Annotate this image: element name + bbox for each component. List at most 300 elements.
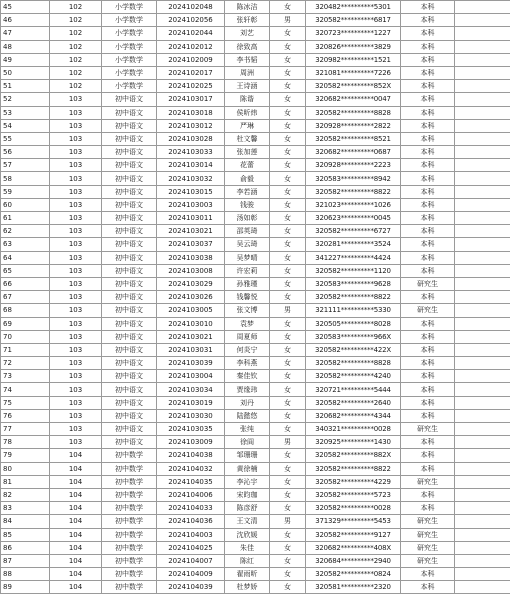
degree-cell: 本科 [401, 66, 455, 79]
subject-cell: 初中语文 [102, 264, 157, 277]
degree-cell: 本科 [401, 488, 455, 501]
gender-cell: 女 [270, 251, 306, 264]
remark-cell [455, 27, 510, 40]
subject-cell: 小学数学 [102, 53, 157, 66]
name-cell: 徐阎 [225, 436, 270, 449]
remark-cell [455, 581, 510, 594]
exam-number-cell: 2024103004 [157, 370, 225, 383]
name-cell: 沈欣媛 [225, 528, 270, 541]
row-number-cell: 72 [1, 357, 50, 370]
table-row [1, 212, 510, 225]
subject-code-cell: 103 [50, 106, 102, 119]
table-row [1, 383, 510, 396]
name-cell: 严琳 [225, 119, 270, 132]
id-number-cell: 320928**********2822 [306, 119, 401, 132]
degree-cell: 本科 [401, 436, 455, 449]
exam-number-cell: 2024104036 [157, 515, 225, 528]
remark-cell [455, 396, 510, 409]
id-number-cell: 320682**********0047 [306, 93, 401, 106]
gender-cell: 男 [270, 436, 306, 449]
remark-cell [455, 317, 510, 330]
degree-cell: 本科 [401, 396, 455, 409]
gender-cell: 女 [270, 264, 306, 277]
table-row [1, 488, 510, 501]
remark-cell [455, 370, 510, 383]
id-number-cell: 320582**********6817 [306, 14, 401, 27]
subject-cell: 初中语文 [102, 132, 157, 145]
remark-cell [455, 409, 510, 422]
name-cell: 侯昕炜 [225, 106, 270, 119]
id-number-cell: 320684**********2940 [306, 554, 401, 567]
table-row [1, 277, 510, 290]
degree-cell: 研究生 [401, 423, 455, 436]
degree-cell: 本科 [401, 330, 455, 343]
subject-code-cell: 102 [50, 66, 102, 79]
subject-cell: 初中语文 [102, 172, 157, 185]
subject-code-cell: 103 [50, 343, 102, 356]
degree-cell: 本科 [401, 370, 455, 383]
exam-number-cell: 2024103005 [157, 304, 225, 317]
remark-cell [455, 502, 510, 515]
subject-code-cell: 102 [50, 1, 102, 14]
degree-cell: 研究生 [401, 515, 455, 528]
id-number-cell: 320582**********8828 [306, 357, 401, 370]
name-cell: 宋昀珈 [225, 488, 270, 501]
subject-code-cell: 104 [50, 449, 102, 462]
row-number-cell: 69 [1, 317, 50, 330]
degree-cell: 本科 [401, 80, 455, 93]
degree-cell: 本科 [401, 449, 455, 462]
row-number-cell: 46 [1, 14, 50, 27]
name-cell: 陈彦舒 [225, 502, 270, 515]
subject-code-cell: 103 [50, 357, 102, 370]
remark-cell [455, 436, 510, 449]
exam-number-cell: 2024103012 [157, 119, 225, 132]
exam-number-cell: 2024103015 [157, 185, 225, 198]
row-number-cell: 50 [1, 66, 50, 79]
degree-cell: 研究生 [401, 528, 455, 541]
row-number-cell: 65 [1, 264, 50, 277]
exam-number-cell: 2024103021 [157, 330, 225, 343]
gender-cell: 女 [270, 409, 306, 422]
row-number-cell: 54 [1, 119, 50, 132]
name-cell: 翟雨昕 [225, 568, 270, 581]
remark-cell [455, 93, 510, 106]
gender-cell: 女 [270, 291, 306, 304]
subject-cell: 初中语文 [102, 212, 157, 225]
row-number-cell: 71 [1, 343, 50, 356]
name-cell: 俞毅 [225, 172, 270, 185]
remark-cell [455, 225, 510, 238]
subject-cell: 初中语文 [102, 436, 157, 449]
name-cell: 吴云琦 [225, 238, 270, 251]
subject-code-cell: 104 [50, 462, 102, 475]
name-cell: 何炎宁 [225, 343, 270, 356]
exam-number-cell: 2024102017 [157, 66, 225, 79]
remark-cell [455, 357, 510, 370]
name-cell: 张轩彰 [225, 14, 270, 27]
gender-cell: 女 [270, 568, 306, 581]
subject-cell: 初中语文 [102, 370, 157, 383]
subject-code-cell: 104 [50, 528, 102, 541]
gender-cell: 女 [270, 449, 306, 462]
name-cell: 秦佳钦 [225, 370, 270, 383]
table-row [1, 554, 510, 567]
subject-cell: 小学数学 [102, 80, 157, 93]
row-number-cell: 53 [1, 106, 50, 119]
name-cell: 李沁宇 [225, 475, 270, 488]
degree-cell: 本科 [401, 317, 455, 330]
row-number-cell: 86 [1, 541, 50, 554]
remark-cell [455, 251, 510, 264]
exam-number-cell: 2024104025 [157, 541, 225, 554]
name-cell: 刘丹 [225, 396, 270, 409]
subject-code-cell: 103 [50, 317, 102, 330]
remark-cell [455, 304, 510, 317]
subject-code-cell: 104 [50, 515, 102, 528]
name-cell: 孙雅瑾 [225, 277, 270, 290]
row-number-cell: 67 [1, 291, 50, 304]
subject-code-cell: 104 [50, 554, 102, 567]
id-number-cell: 320482**********5301 [306, 1, 401, 14]
name-cell: 吴梦晴 [225, 251, 270, 264]
gender-cell: 女 [270, 488, 306, 501]
exam-number-cell: 2024103011 [157, 212, 225, 225]
table-row [1, 568, 510, 581]
row-number-cell: 63 [1, 238, 50, 251]
name-cell: 花蕾 [225, 159, 270, 172]
name-cell: 朱佳 [225, 541, 270, 554]
name-cell: 陈红 [225, 554, 270, 567]
id-number-cell: 320582**********422X [306, 343, 401, 356]
subject-cell: 初中语文 [102, 396, 157, 409]
gender-cell: 女 [270, 462, 306, 475]
remark-cell [455, 146, 510, 159]
id-number-cell: 320505**********8028 [306, 317, 401, 330]
gender-cell: 女 [270, 581, 306, 594]
gender-cell: 女 [270, 93, 306, 106]
id-number-cell: 371329**********5453 [306, 515, 401, 528]
row-number-cell: 47 [1, 27, 50, 40]
table-row [1, 449, 510, 462]
id-number-cell: 320582**********852X [306, 80, 401, 93]
subject-cell: 初中语文 [102, 423, 157, 436]
subject-cell: 小学数学 [102, 40, 157, 53]
gender-cell: 女 [270, 185, 306, 198]
gender-cell: 女 [270, 119, 306, 132]
name-cell: 邹珊珊 [225, 449, 270, 462]
id-number-cell: 320682**********0687 [306, 146, 401, 159]
id-number-cell: 340321**********0028 [306, 423, 401, 436]
gender-cell: 女 [270, 53, 306, 66]
row-number-cell: 60 [1, 198, 50, 211]
subject-cell: 初中数学 [102, 515, 157, 528]
degree-cell: 本科 [401, 106, 455, 119]
id-number-cell: 320582**********5723 [306, 488, 401, 501]
table-row [1, 172, 510, 185]
subject-code-cell: 104 [50, 541, 102, 554]
subject-cell: 初中语文 [102, 159, 157, 172]
subject-cell: 初中数学 [102, 581, 157, 594]
subject-code-cell: 103 [50, 291, 102, 304]
table-row [1, 581, 510, 594]
exam-number-cell: 2024103030 [157, 409, 225, 422]
table-row [1, 409, 510, 422]
name-cell: 刘艺 [225, 27, 270, 40]
table-row [1, 462, 510, 475]
exam-number-cell: 2024103021 [157, 225, 225, 238]
id-number-cell: 320623**********0045 [306, 212, 401, 225]
gender-cell: 女 [270, 541, 306, 554]
row-number-cell: 52 [1, 93, 50, 106]
table-row [1, 146, 510, 159]
exam-number-cell: 2024103037 [157, 238, 225, 251]
subject-cell: 初中数学 [102, 502, 157, 515]
id-number-cell: 320583**********8942 [306, 172, 401, 185]
gender-cell: 女 [270, 225, 306, 238]
id-number-cell: 320281**********3524 [306, 238, 401, 251]
row-number-cell: 68 [1, 304, 50, 317]
gender-cell: 女 [270, 238, 306, 251]
degree-cell: 本科 [401, 581, 455, 594]
table-row [1, 317, 510, 330]
row-number-cell: 66 [1, 277, 50, 290]
name-cell: 张纯 [225, 423, 270, 436]
gender-cell: 女 [270, 343, 306, 356]
id-number-cell: 320582**********882X [306, 449, 401, 462]
gender-cell: 女 [270, 370, 306, 383]
degree-cell: 本科 [401, 568, 455, 581]
exam-number-cell: 2024102056 [157, 14, 225, 27]
exam-number-cell: 2024104039 [157, 581, 225, 594]
degree-cell: 本科 [401, 14, 455, 27]
id-number-cell: 320582**********8822 [306, 185, 401, 198]
subject-cell: 初中语文 [102, 251, 157, 264]
table-row [1, 66, 510, 79]
id-number-cell: 320583**********966X [306, 330, 401, 343]
gender-cell: 女 [270, 66, 306, 79]
row-number-cell: 74 [1, 383, 50, 396]
id-number-cell: 320721**********5444 [306, 383, 401, 396]
subject-cell: 初中语文 [102, 93, 157, 106]
remark-cell [455, 291, 510, 304]
name-cell: 陈谐 [225, 93, 270, 106]
subject-cell: 初中语文 [102, 119, 157, 132]
exam-number-cell: 2024102044 [157, 27, 225, 40]
table-row [1, 238, 510, 251]
gender-cell: 女 [270, 357, 306, 370]
row-number-cell: 87 [1, 554, 50, 567]
name-cell: 贾缘玮 [225, 383, 270, 396]
name-cell: 王诗涵 [225, 80, 270, 93]
row-number-cell: 83 [1, 502, 50, 515]
gender-cell: 女 [270, 40, 306, 53]
exam-number-cell: 2024103038 [157, 251, 225, 264]
subject-code-cell: 103 [50, 409, 102, 422]
table-row [1, 515, 510, 528]
degree-cell: 本科 [401, 357, 455, 370]
table-row [1, 370, 510, 383]
name-cell: 汤如彰 [225, 212, 270, 225]
degree-cell: 本科 [401, 291, 455, 304]
name-cell: 张加莲 [225, 146, 270, 159]
exam-number-cell: 2024102025 [157, 80, 225, 93]
subject-cell: 初中语文 [102, 383, 157, 396]
table-body [1, 1, 510, 594]
exam-number-cell: 2024103003 [157, 198, 225, 211]
name-cell: 周夏师 [225, 330, 270, 343]
degree-cell: 本科 [401, 172, 455, 185]
subject-cell: 初中语文 [102, 317, 157, 330]
gender-cell: 女 [270, 106, 306, 119]
id-number-cell: 320582**********4240 [306, 370, 401, 383]
remark-cell [455, 132, 510, 145]
degree-cell: 本科 [401, 264, 455, 277]
exam-number-cell: 2024103039 [157, 357, 225, 370]
remark-cell [455, 423, 510, 436]
exam-number-cell: 2024103017 [157, 93, 225, 106]
table-row [1, 1, 510, 14]
row-number-cell: 84 [1, 515, 50, 528]
subject-cell: 初中语文 [102, 357, 157, 370]
table-row [1, 93, 510, 106]
exam-number-cell: 2024103010 [157, 317, 225, 330]
degree-cell: 研究生 [401, 541, 455, 554]
subject-code-cell: 103 [50, 304, 102, 317]
subject-code-cell: 103 [50, 251, 102, 264]
gender-cell: 女 [270, 396, 306, 409]
name-cell: 钱骏 [225, 198, 270, 211]
id-number-cell: 320682**********4344 [306, 409, 401, 422]
table-row [1, 541, 510, 554]
subject-code-cell: 103 [50, 238, 102, 251]
id-number-cell: 321111**********5330 [306, 304, 401, 317]
table-row [1, 119, 510, 132]
id-number-cell: 321081**********7226 [306, 66, 401, 79]
row-number-cell: 64 [1, 251, 50, 264]
subject-cell: 初中数学 [102, 449, 157, 462]
name-cell: 邵英琦 [225, 225, 270, 238]
row-number-cell: 79 [1, 449, 50, 462]
degree-cell: 本科 [401, 462, 455, 475]
table-row [1, 475, 510, 488]
subject-code-cell: 104 [50, 581, 102, 594]
degree-cell: 本科 [401, 1, 455, 14]
subject-code-cell: 103 [50, 423, 102, 436]
degree-cell: 研究生 [401, 304, 455, 317]
row-number-cell: 45 [1, 1, 50, 14]
row-number-cell: 49 [1, 53, 50, 66]
subject-cell: 小学数学 [102, 1, 157, 14]
id-number-cell: 321023**********1026 [306, 198, 401, 211]
remark-cell [455, 554, 510, 567]
remark-cell [455, 475, 510, 488]
name-cell: 张文博 [225, 304, 270, 317]
subject-code-cell: 103 [50, 198, 102, 211]
id-number-cell: 320582**********1120 [306, 264, 401, 277]
row-number-cell: 77 [1, 423, 50, 436]
gender-cell: 女 [270, 132, 306, 145]
table-row [1, 330, 510, 343]
id-number-cell: 320682**********408X [306, 541, 401, 554]
row-number-cell: 59 [1, 185, 50, 198]
remark-cell [455, 53, 510, 66]
subject-code-cell: 102 [50, 14, 102, 27]
remark-cell [455, 277, 510, 290]
subject-cell: 初中语文 [102, 238, 157, 251]
row-number-cell: 48 [1, 40, 50, 53]
name-cell: 周洲 [225, 66, 270, 79]
subject-cell: 初中语文 [102, 304, 157, 317]
table-row [1, 357, 510, 370]
table-row [1, 251, 510, 264]
gender-cell: 女 [270, 528, 306, 541]
degree-cell: 本科 [401, 502, 455, 515]
gender-cell: 女 [270, 198, 306, 211]
subject-cell: 初中语文 [102, 343, 157, 356]
id-number-cell: 320582**********8822 [306, 291, 401, 304]
subject-code-cell: 103 [50, 212, 102, 225]
name-cell: 徐致高 [225, 40, 270, 53]
subject-code-cell: 103 [50, 159, 102, 172]
row-number-cell: 88 [1, 568, 50, 581]
id-number-cell: 320582**********6727 [306, 225, 401, 238]
remark-cell [455, 383, 510, 396]
degree-cell: 本科 [401, 185, 455, 198]
table-row [1, 502, 510, 515]
id-number-cell: 320982**********1521 [306, 53, 401, 66]
name-cell: 陆懿悠 [225, 409, 270, 422]
gender-cell: 女 [270, 1, 306, 14]
gender-cell: 女 [270, 146, 306, 159]
id-number-cell: 320928**********2223 [306, 159, 401, 172]
row-number-cell: 80 [1, 462, 50, 475]
exam-number-cell: 2024103034 [157, 383, 225, 396]
row-number-cell: 51 [1, 80, 50, 93]
exam-number-cell: 2024104032 [157, 462, 225, 475]
degree-cell: 本科 [401, 238, 455, 251]
subject-cell: 初中语文 [102, 106, 157, 119]
id-number-cell: 320582**********0824 [306, 568, 401, 581]
gender-cell: 女 [270, 27, 306, 40]
name-cell: 李科燕 [225, 357, 270, 370]
name-cell: 杜文馨 [225, 132, 270, 145]
gender-cell: 女 [270, 330, 306, 343]
remark-cell [455, 449, 510, 462]
subject-code-cell: 104 [50, 475, 102, 488]
remark-cell [455, 198, 510, 211]
name-cell: 杜梦娇 [225, 581, 270, 594]
subject-code-cell: 103 [50, 119, 102, 132]
remark-cell [455, 80, 510, 93]
gender-cell: 女 [270, 317, 306, 330]
table-row [1, 14, 510, 27]
remark-cell [455, 462, 510, 475]
name-cell: 李若涵 [225, 185, 270, 198]
exam-number-cell: 2024104038 [157, 449, 225, 462]
id-number-cell: 320723**********1227 [306, 27, 401, 40]
subject-cell: 初中语文 [102, 225, 157, 238]
subject-cell: 初中数学 [102, 568, 157, 581]
exam-number-cell: 2024104035 [157, 475, 225, 488]
subject-cell: 初中语文 [102, 185, 157, 198]
id-number-cell: 320582**********8828 [306, 106, 401, 119]
gender-cell: 女 [270, 423, 306, 436]
remark-cell [455, 528, 510, 541]
degree-cell: 本科 [401, 251, 455, 264]
id-number-cell: 320582**********2640 [306, 396, 401, 409]
gender-cell: 女 [270, 80, 306, 93]
